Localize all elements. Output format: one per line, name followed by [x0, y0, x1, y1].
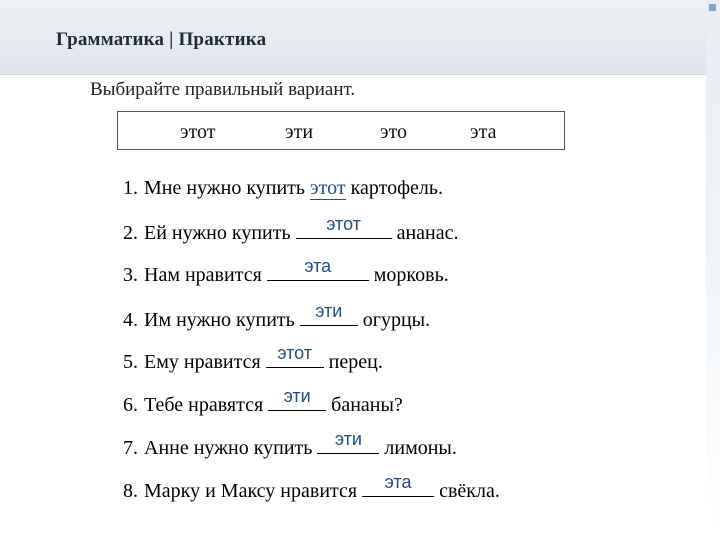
- exercise-answer: этот: [310, 177, 346, 199]
- exercise-text-before: Тебе нравятся: [144, 394, 269, 416]
- instruction-text: Выбирайте правильный вариант.: [90, 79, 356, 100]
- exercise-item-1: [123, 177, 443, 200]
- exercise-text-before: Анне нужно купить: [144, 437, 318, 459]
- exercise-text-before: Марку и Максу нравится: [144, 480, 363, 502]
- exercise-answer: эти: [315, 301, 343, 321]
- exercise-text-after: свёкла.: [434, 480, 500, 502]
- exercise-text-after: бананы?: [326, 394, 403, 416]
- exercise-number: 4.: [123, 309, 138, 331]
- options-box: [117, 111, 565, 150]
- exercise-answer: этот: [326, 214, 361, 234]
- exercise-number: 8.: [123, 480, 138, 502]
- exercise-text-before: Ей нужно купить: [144, 222, 296, 244]
- exercise-answer: эти: [334, 429, 362, 449]
- answer-blank: [266, 343, 324, 368]
- exercise-number: 5.: [123, 351, 138, 373]
- page-title: Грамматика | Практика: [56, 29, 267, 50]
- exercise-text-after: лимоны.: [379, 437, 457, 459]
- exercise-item-5: [123, 343, 383, 374]
- exercise-item-7: [123, 429, 457, 460]
- exercise-text-after: перец.: [323, 351, 383, 373]
- exercise-number: 7.: [123, 437, 138, 459]
- exercise-text-after: огурцы.: [357, 309, 431, 331]
- option-etot: этот: [180, 121, 216, 143]
- exercise-item-4: [123, 301, 431, 332]
- exercise-item-6: [123, 386, 403, 417]
- exercise-item-3: [123, 256, 449, 287]
- exercise-answer: эта: [304, 256, 332, 276]
- answer-blank: [317, 429, 379, 454]
- exercise-answer: этот: [277, 343, 313, 363]
- answer-blank: [296, 214, 392, 239]
- answer-blank: [267, 256, 369, 281]
- exercise-answer: эта: [384, 472, 412, 492]
- exercise-item-8: [123, 472, 500, 503]
- answer-blank: [268, 386, 326, 411]
- exercise-text-before: Нам нравится: [144, 264, 267, 286]
- option-eta: эта: [470, 121, 497, 143]
- exercise-text-before: Ему нравится: [144, 351, 266, 373]
- exercise-text-after: ананас.: [391, 222, 459, 244]
- option-eti: эти: [285, 121, 314, 143]
- option-eto: это: [380, 121, 408, 143]
- exercise-answer: эти: [283, 386, 311, 406]
- exercise-text-after: картофель.: [345, 177, 444, 199]
- answer-blank: [300, 301, 358, 326]
- exercise-text-after: морковь.: [368, 264, 449, 286]
- exercise-item-2: [123, 214, 459, 245]
- exercise-text-before: Мне нужно купить: [144, 177, 311, 199]
- exercise-number: 1.: [123, 177, 138, 199]
- slide-edge-decoration: [706, 0, 720, 540]
- exercise-number: 3.: [123, 264, 138, 286]
- exercise-number: 6.: [123, 394, 138, 416]
- exercise-text-before: Им нужно купить: [144, 309, 300, 331]
- answer-blank: [362, 472, 434, 497]
- exercise-number: 2.: [123, 222, 138, 244]
